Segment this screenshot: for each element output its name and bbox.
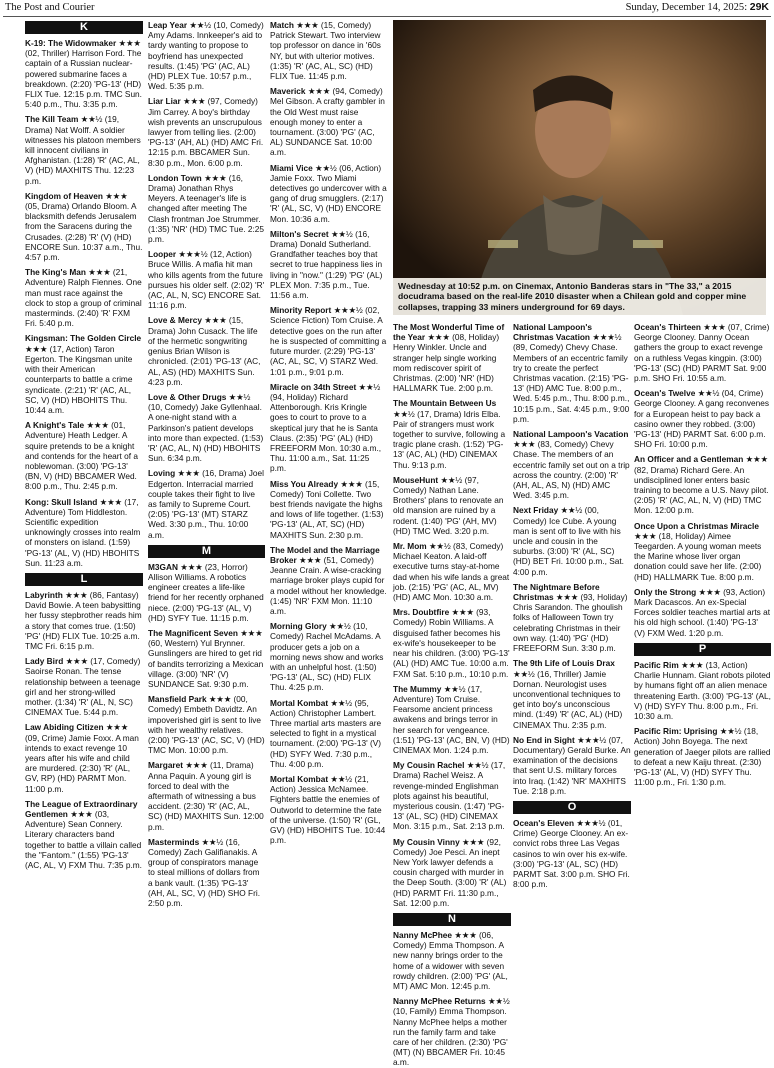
movie-listing — [393, 837, 511, 908]
section-letter-n: N — [393, 913, 511, 926]
movie-listing — [513, 818, 631, 889]
movie-title: Mrs. Doubtfire — [393, 607, 450, 618]
movie-details: ★★½ (10, Comedy) Jake Gyllenhaal. A one-night stand with a Parkinson's patient develops into more than expected. (1:53) 'R' (AC, AL, N) (HD) HBOHITS Sun. 6:34 p.m. — [148, 391, 264, 464]
column-6 — [634, 322, 771, 788]
movie-listing — [634, 388, 771, 449]
movie-details: ★★★ (17, Comedy) Saoirse Ronan. The tense relationship between a teenage girl and her strong-willed mother. (1:34) 'R' (AL, N, SC) CINEMAX Tue. 5:44 p.m. — [25, 656, 141, 718]
movie-details: ★★½ (17, Drama) Idris Elba. Pair of strangers must work together to survive, following a tragic plane crash. (1:52) 'PG-13' (AC, AL) (HD) CINEMAX Thu. 9:13 p.m. — [393, 408, 506, 470]
movie-title: The Mummy — [393, 683, 442, 694]
section-letter-p: P — [634, 643, 771, 656]
movie-details: ★★★ (01, Adventure) Heath Ledger. A squire pretends to be a knight and contends for the heart of a noblewoman. (3:00) 'PG-13' (BN, V) (HD) BBCAMER Wed. 8:00 p.m., Thu. 2:45 p.m. — [25, 420, 139, 492]
movie-listing — [25, 333, 143, 415]
page-header — [3, 2, 771, 17]
movie-details: ★★★ (17, Adventure) Tom Hiddleston. Scientific expedition unknowingly crosses into realm of monsters on island. (1:59) 'PG-13' (AL, V) (HD) HBOHITS Sun. 11:23 a.m. — [25, 496, 141, 568]
column-3 — [270, 20, 387, 846]
section-letter-o: O — [513, 801, 631, 814]
movie-listing — [513, 505, 631, 576]
movie-listing — [148, 837, 265, 908]
movie-listing — [25, 191, 143, 262]
movie-listing — [393, 398, 511, 469]
movie-title: Loving — [148, 468, 176, 479]
movie-details: ★★★½ (89, Comedy) Chevy Chase. Members of an eccentric family try to create the perfect Christmas vacation. (2:15) 'PG-13' (HD) AMC Tue. 8:00 p.m., Wed. 5:45 p.m., Thu. 8:00 p.m., 10:15 p.m., Sat. 4:45 p.m., 9:00 p.m. — [513, 332, 630, 424]
movie-listing — [393, 475, 511, 536]
movie-details: ★★★ (15, Drama) John Cusack. The life of the hermetic songwriting genius Brian Wilson is chronicled. (2:01) 'PG-13' (AC, AL, AS) (HD) MAXHITS Sun. 4:23 p.m. — [148, 315, 261, 387]
movie-listing — [148, 173, 265, 244]
photo-caption: Wednesday at 10:52 p.m. on Cinemax, Antonio Banderas stars in "The 33," a 2015 docudrama based on the real-life 2010 disaster when a Chilean gold and copper mine collapses, trapping 33 miners underground for 69 days. — [393, 278, 766, 316]
movie-details: ★★★ (97, Comedy) Jim Carrey. A boy's birthday wish prevents an unscrupulous lawyer from telling lies. (2:00) 'PG-13' (AH, AL) (HD) AMC Fri. 12:15 p.m. BBCAMER Sun. 8:30 p.m., Mon. 6:00 p.m. — [148, 96, 264, 168]
movie-title: Margaret — [148, 760, 184, 771]
movie-title: Nanny McPhee Returns — [393, 996, 486, 1007]
movie-listing — [513, 429, 631, 500]
movie-details: ★★½ (95, Action) Christopher Lambert. Three martial arts masters are selected to fight in a mystical tournament. (2:00) 'PG-13' (V) (HD) SYFY Wed. 7:30 p.m., Thu. 4:00 p.m. — [270, 697, 382, 769]
movie-listing — [393, 996, 511, 1067]
movie-details: ★★★ (92, Comedy) Joe Pesci. An inept New York lawyer defends a cousin charged with murder in the Deep South. (3:00) 'R' (AL) (HD) PARMT Fri. 11:30 p.m., Sat. 12:00 p.m. — [393, 836, 507, 908]
movie-listing — [148, 562, 265, 623]
movie-title: My Cousin Vinny — [393, 836, 460, 847]
movie-title: The Mountain Between Us — [393, 398, 497, 409]
movie-details: ★★★ (23, Horror) Allison Williams. A robotics engineer creates a life-like friend for her recently orphaned niece. (2:00) 'PG-13' (AL, V) (HD) SYFY Tue. 11:15 p.m. — [148, 561, 264, 623]
movie-details: ★★★ (18, Holiday) Aimee Teegarden. A young woman meets the Marine whose liver organ donation could save her life. (2:00) (HD) HALLMARK Tue. 8:00 p.m. — [634, 530, 762, 582]
movie-title: Liar Liar — [148, 96, 181, 107]
movie-listing — [393, 684, 511, 755]
column-2 — [148, 20, 265, 909]
movie-listing — [634, 587, 771, 638]
movie-title: A Knight's Tale — [25, 420, 85, 431]
movie-title: Kong: Skull Island — [25, 496, 98, 507]
movie-listing — [393, 541, 511, 602]
movie-title: An Officer and a Gentleman — [634, 454, 744, 465]
column-4 — [393, 322, 511, 1068]
movie-details: ★★★ (08, Holiday) Henry Winkler. Uncle and stranger help single working mom rediscover spirit of Christmas. (2:00) 'NR' (HD) HALLMARK Tue. 2:00 p.m. — [393, 332, 500, 394]
movie-details: ★★½ (19, Drama) Nat Wolff. A soldier witnesses his platoon members kill innocent civilians in Afghanistan. (1:28) 'R' (AC, AL, V) (HD) MAXHITS Thu. 12:23 p.m. — [25, 114, 141, 186]
section-letter-m: M — [148, 545, 265, 558]
movie-listing — [270, 545, 387, 616]
movie-details: ★★★ (21, Adventure) Ralph Fiennes. One man must race against the clock to stop a group of criminal masterminds. (2:40) 'R' FXM Fri. 5:40 p.m. — [25, 267, 142, 329]
movie-title: The 9th Life of Louis Drax — [513, 658, 615, 669]
movie-listing — [25, 722, 143, 793]
movie-title: Nanny McPhee — [393, 929, 453, 940]
movie-listing — [634, 454, 771, 515]
movie-title: Leap Year — [148, 20, 188, 30]
movie-title: The Magnificent Seven — [148, 627, 238, 638]
movie-details: ★★½ (04, Crime) George Clooney. A gang reconvenes for a European heist to pay back a casino owner they robbed. (3:00) 'PG-13' (HD) PARMT Sat. 6:00 p.m. SHO Fri. 10:00 p.m. — [634, 388, 769, 450]
movie-title: Next Friday — [513, 505, 559, 516]
movie-listing — [513, 322, 631, 424]
movie-title: Match — [270, 20, 294, 30]
movie-title: Mr. Mom — [393, 541, 427, 552]
movie-listing — [393, 607, 511, 678]
movie-title: The Nightmare Before Christmas — [513, 581, 600, 603]
movie-details: ★★½ (10, Comedy) Amy Adams. Innkeeper's aid to tardy wanting to propose to boyfriend has unexpected results. (1:45) 'PG' (AC, AL) (HD) PLEX Tue. 10:57 p.m., Wed. 5:35 p.m. — [148, 20, 264, 92]
movie-details: ★★★ (82, Drama) Richard Gere. An undisciplined loner enters basic training to become a U.S. Navy pilot. (2:05) 'R' (AC, AL, N, V) (HD) TMC Mon. 12:00 p.m. — [634, 454, 769, 516]
movie-details: ★★½ (83, Comedy) Michael Keaton. A laid-off executive turns stay-at-home dad when his wife lands a great job. (2:15) 'PG' (AC, AL, MV) (HD) AMC Mon. 10:30 a.m. — [393, 541, 510, 603]
movie-title: Miracle on 34th Street — [270, 381, 357, 392]
movie-title: Miami Vice — [270, 162, 313, 173]
movie-listing — [513, 658, 631, 729]
movie-listing — [634, 521, 771, 582]
movie-listing — [634, 726, 771, 787]
movie-title: Ocean's Twelve — [634, 388, 696, 399]
movie-details: ★★½ (16, Drama) Donald Sutherland. Grandfather teaches boy that secret to true happiness lies in living in "now." (1:29) 'PG' (AL) PLEX Mon. 7:35 p.m., Tue. 11:56 a.m. — [270, 228, 383, 301]
movie-details: ★★★ (83, Comedy) Chevy Chase. The members of an eccentric family set out on a trip across the country. (2:00) 'R' (AH, AL, AS, N) (HD) AMC Wed. 3:45 p.m. — [513, 439, 630, 501]
movie-listing — [393, 760, 511, 831]
movie-details: ★★★½ (01, Crime) George Clooney. An ex-convict robs three Las Vegas casinos to win over his ex-wife. (3:00) 'PG-13' (AL, SC) (HD) PARMT Sat. 3:00 p.m. SHO Fri. 8:00 p.m. — [513, 817, 630, 890]
movie-details: ★★★ (51, Comedy) Jeanne Crain. A wise-cracking marriage broker plays cupid for a model without her knowledge. (1:45) 'NR' FXM Mon. 11:10 a.m. — [270, 554, 387, 616]
movie-title: Mortal Kombat — [270, 774, 329, 785]
column-1 — [25, 20, 143, 871]
movie-details: ★★★ (13, Action) Charlie Hunnam. Giant robots piloted by humans fight off an alien menace threatening Earth. (3:00) 'PG-13' (AL, V) (HD) SYFY Thu. 8:00 p.m., Fri. 10:30 a.m. — [634, 659, 771, 721]
movie-details: ★★★ (07, Crime) George Clooney. Danny Ocean gathers the group to exact revenge on a ruthless Vegas kingpin. (3:00) 'PG-13' (SC) (HD) PARMT Sat. 9:00 p.m. SHO Fri. 10:55 a.m. — [634, 322, 770, 384]
movie-details: ★★★½ (02, Science Fiction) Tom Cruise. A detective goes on the run after he is suspected of committing a future murder. (2:29) 'PG-13' (AC, AL, SC, V) STARZ Wed. 1:01 p.m., 9:01 p.m. — [270, 305, 387, 377]
movie-title: MouseHunt — [393, 474, 439, 485]
movie-title: Ocean's Thirteen — [634, 322, 701, 332]
movie-listing — [393, 322, 511, 393]
movie-listing — [270, 698, 387, 769]
movie-title: The Most Wonderful Time of the Year — [393, 322, 505, 343]
movie-listings — [5, 20, 771, 1068]
movie-title: Kingsman: The Golden Circle — [25, 333, 142, 344]
movie-details: ★★★½ (07, Documentary) Gerald Burke. An examination of the decisions that sent U.S. military forces into Iraq. (1:42) 'NR' MAXHITS Tue. 2:18 p.m. — [513, 734, 631, 796]
movie-listing — [634, 660, 771, 721]
movie-listing — [25, 420, 143, 491]
movie-listing — [148, 760, 265, 831]
movie-details: ★★★ (16, Drama) Joel Edgerton. Interracial married couple takes their fight to live as family to Supreme Court. (2:05) 'PG-13' (MT) STARZ Wed. 3:30 p.m., Thu. 10:00 a.m. — [148, 468, 264, 540]
movie-listing — [148, 468, 265, 539]
movie-listing — [393, 930, 511, 991]
movie-details: ★★★½ (12, Action) Bruce Willis. A mafia hit man who kills agents from the future pursues his older self. (2:02) 'R' (AC, AL, N, SC) ENCORE Sat. 11:16 p.m. — [148, 249, 265, 311]
movie-title: Pacific Rim: Uprising — [634, 726, 718, 737]
movie-listing — [270, 20, 387, 81]
movie-listing — [148, 628, 265, 689]
movie-details: ★★½ (00, Comedy) Ice Cube. A young man is sent off to live with his uncle and cousin in the suburbs. (3:00) 'R' (AL, SC) (HD) BET Fri. 10:00 p.m., Sat. 4:00 p.m. — [513, 505, 624, 577]
movie-title: Labyrinth — [25, 589, 63, 600]
movie-listing — [148, 392, 265, 463]
movie-title: Minority Report — [270, 305, 332, 316]
movie-title: Love & Other Drugs — [148, 391, 227, 402]
movie-title: The Model and the Marriage Broker — [270, 544, 380, 565]
movie-title: Looper — [148, 249, 177, 260]
movie-listing — [270, 163, 387, 224]
movie-title: Law Abiding Citizen — [25, 722, 104, 733]
movie-details: ★★★ (60, Western) Yul Brynner. Gunslingers are hired to get rid of bandits terrorizing a Mexican village. (3:00) 'NR' (V) SUNDANCE Sat. 9:30 p.m. — [148, 627, 264, 689]
movie-title: Pacific Rim — [634, 659, 679, 670]
movie-details: ★★½ (06, Action) Jamie Foxx. Two Miami detectives go undercover with a gang of drug smugglers. (2:17) 'R' (AL, SC, V) (HD) ENCORE Mon. 10:36 a.m. — [270, 162, 387, 224]
movie-title: The Kill Team — [25, 114, 79, 125]
movie-title: London Town — [148, 172, 202, 183]
movie-listing — [148, 20, 265, 91]
section-letter-l: L — [25, 573, 143, 586]
movie-title: Ocean's Eleven — [513, 817, 575, 828]
movie-details: ★★½ (21, Action) Jessica McNamee. Fighters battle the enemies of Outworld to determine the fate of the universe. (1:50) 'R' (GL, GV) (HD) HBOHITS Tue. 10:44 p.m. — [270, 774, 386, 846]
movie-details: ★★½ (17, Drama) Rachel Weisz. A revenge-minded Englishman plots against his beautiful, mysterious cousin. (1:47) 'PG-13' (AL, SC) (HD) CINEMAX Mon. 3:15 p.m., Sat. 2:13 p.m. — [393, 760, 506, 832]
movie-details: ★★★ (15, Comedy) Patrick Stewart. Two interview top professor on dance in '60s NY, but with ulterior motives. (1:35) 'R' (AC, AL, SC) (HD) FLIX Tue. 11:45 p.m. — [270, 20, 381, 82]
movie-title: Miss You Already — [270, 478, 339, 489]
movie-details: ★★★ (00, Comedy) Embeth Davidtz. An impoverished girl is sent to live with her wealthy relatives. (2:00) 'PG-13' (AC, SC, V) (HD) TMC Mon. 10:00 p.m. — [148, 694, 265, 756]
column-5 — [513, 322, 631, 890]
movie-listing — [270, 382, 387, 474]
movie-title: Once Upon a Christmas Miracle — [634, 520, 759, 531]
movie-listing — [270, 86, 387, 157]
movie-listing — [148, 315, 265, 386]
movie-listing — [148, 249, 265, 310]
movie-title: The King's Man — [25, 267, 86, 278]
movie-details: ★★½ (94, Holiday) Richard Attenborough. Kris Kringle goes to court to prove to a skeptical jury that he is Santa Claus. (2:35) 'PG' (AL) (HD) FREEFORM Mon. 10:30 a.m., Thu. 11:00 a.m., Sat. 11:25 p.m. — [270, 381, 382, 474]
movie-title: Love & Mercy — [148, 315, 202, 326]
movie-details: ★★★ (16, Drama) Jonathan Rhys Meyers. A teenager's life is changed after meeting The Clash frontman Joe Strummer. (1:35) 'NR' (HD) TMC Tue. 2:25 p.m. — [148, 172, 264, 245]
page-number: 29K — [749, 1, 769, 13]
movie-title: National Lampoon's Christmas Vacation — [513, 322, 592, 343]
movie-details: ★★★ (93, Comedy) Robin Williams. A disguised father becomes his ex-wife's housekeeper to be near his children. (3:00) 'PG-13' (AL) (HD) AMC Tue. 10:00 a.m. FXM Sat. 5:10 p.m., 10:10 p.m. — [393, 607, 510, 679]
movie-title: Kingdom of Heaven — [25, 190, 103, 201]
movie-title: K-19: The Widowmaker — [25, 38, 117, 48]
movie-listing — [148, 694, 265, 755]
movie-title: Mortal Kombat — [270, 697, 329, 708]
movie-title: The League of Extraordinary Gentlemen — [25, 798, 138, 820]
movie-details: ★★½ (10, Family) Emma Thompson. Nanny McPhee helps a mother run the family farm and take care of her children. (2:30) 'PG' (MT) (N) BBCAMER Fri. 10:45 a.m. — [393, 996, 510, 1068]
movie-details: ★★★ (02, Thriller) Harrison Ford. The captain of a Russian nuclear-powered submarine faces a breakdown. (2:20) 'PG-13' (HD) FLIX Tue. 12:15 p.m. TMC Sun. 5:40 p.m., Thu. 3:35 p.m. — [25, 38, 142, 110]
movie-listing — [25, 656, 143, 717]
movie-details: ★★½ (10, Comedy) Rachel McAdams. A producer gets a job on a morning news show and works with an unhelpful host. (1:50) 'PG-13' (AL, SC) (HD) FLIX Thu. 4:25 p.m. — [270, 621, 384, 693]
publication-name: The Post and Courier — [5, 2, 95, 13]
movie-details: ★★★ (17, Action) Taron Egerton. The Kingsman unite with their American counterparts to battle a crime syndicate. (2:21) 'R' (AC, AL, SC, V) (HD) HBOHITS Thu. 10:44 a.m. — [25, 343, 133, 415]
movie-title: M3GAN — [148, 561, 178, 572]
movie-listing — [270, 305, 387, 376]
feature-photo — [393, 20, 766, 315]
movie-listing — [25, 38, 143, 109]
movie-title: Only the Strong — [634, 586, 697, 597]
movie-listing — [270, 479, 387, 540]
movie-title: My Cousin Rachel — [393, 760, 465, 771]
movie-title: Maverick — [270, 86, 306, 97]
date-line: Sunday, December 14, 2025: 29K — [625, 1, 769, 13]
movie-listing — [148, 96, 265, 167]
movie-title: No End in Sight — [513, 734, 575, 745]
movie-title: Lady Bird — [25, 656, 64, 667]
movie-title: Morning Glory — [270, 621, 327, 632]
movie-title: Mansfield Park — [148, 694, 207, 705]
movie-details: ★★½ (97, Comedy) Nathan Lane. Brothers' plans to renovate an old mansion are ruined by a rodent. (1:40) 'PG' (AH, MV) (HD) TMC Wed. 3:20 p.m. — [393, 474, 504, 536]
movie-title: National Lampoon's Vacation — [513, 429, 629, 440]
movie-listing — [270, 774, 387, 845]
movie-details: ★★★ (93, Action) Mark Dacascos. An ex-Special Forces soldier teaches martial arts at his old high school. (1:40) 'PG-13' (V) FXM Wed. 1:20 p.m. — [634, 586, 771, 638]
movie-details: ★★★ (09, Crime) Jamie Foxx. A man intends to exact revenge 10 years after his wife and child are murdered. (2:30) 'R' (AL, GV, RP) (HD) PARMT Mon. 11:00 p.m. — [25, 722, 139, 794]
movie-details: ★★½ (18, Action) John Boyega. The next generation of Jaeger pilots are rallied to defeat a new Kaiju threat. (2:30) 'PG-13' (AL, V) (HD) SYFY Thu. 11:00 p.m., Fri. 1:30 p.m. — [634, 726, 771, 788]
section-letter-k: K — [25, 21, 143, 34]
movie-title: Masterminds — [148, 836, 200, 847]
movie-details: ★★★ (94, Comedy) Mel Gibson. A crafty gambler in the Old West must raise enough money to enter a tournament. (3:00) 'PG' (AC, AL) SUNDANCE Sat. 10:00 a.m. — [270, 86, 385, 158]
movie-details: ★★★ (15, Comedy) Toni Collette. Two best friends navigate the highs and lows of life together. (1:53) 'PG-13' (AL, AT, SC) (HD) MAXHITS Sun. 2:30 p.m. — [270, 478, 384, 540]
movie-listing — [634, 322, 771, 383]
movie-listing — [25, 267, 143, 328]
movie-listing — [25, 799, 143, 870]
movie-listing — [513, 582, 631, 653]
movie-listing — [270, 229, 387, 300]
movie-details: ★★½ (16, Thriller) Jamie Dornan. Neurologist uses unconventional techniques to get into boy's unconscious mind. (1:49) 'R' (AC, AL) (HD) CINEMAX Thu. 2:35 p.m. — [513, 668, 623, 730]
movie-details: ★★★ (06, Comedy) Emma Thompson. A new nanny brings order to the home of a widower with seven rowdy children. (2:00) 'PG' (AL, MT) AMC Mon. 12:45 p.m. — [393, 929, 508, 991]
movie-listing — [25, 590, 143, 651]
movie-title: Milton's Secret — [270, 228, 329, 239]
movie-listing — [25, 114, 143, 185]
movie-details: ★★★ (11, Drama) Anna Paquin. A young girl is forced to deal with the aftermath of witnessing a bus accident. (2:30) 'R' (AC, AL, SC) (HD) MAXHITS Sun. 12:00 p.m. — [148, 760, 264, 832]
miner-photo-illustration — [393, 20, 766, 315]
movie-listing — [25, 497, 143, 568]
movie-details: ★★★ (05, Drama) Orlando Bloom. A blacksmith defends Jerusalem from the Saracens during the Crusades. (2:28) 'R' (V) (HD) ENCORE Sun. 10:37 a.m., Thu. 4:57 p.m. — [25, 190, 143, 263]
movie-listing — [270, 621, 387, 692]
movie-listing — [513, 735, 631, 796]
movie-details: ★★★ (03, Adventure) Sean Connery. Literary characters band together to battle a villain called the "Fantom." (1:55) 'PG-13' (AC, AL, V) FXM Thu. 7:35 p.m. — [25, 809, 142, 871]
movie-details: ★★½ (17, Adventure) Tom Cruise. Fearsome ancient princess awakens and brings terror in her search for vengeance. (1:51) 'PG-13' (AC, BN, V) (HD) CINEMAX Mon. 1:24 p.m. — [393, 683, 510, 755]
movie-details: ★★½ (16, Comedy) Zach Galifianakis. A group of conspirators manage to steal millions of dollars from a bank vault. (1:35) 'PG-13' (AH, AL, SC, V) (HD) SHO Fri. 2:50 p.m. — [148, 836, 261, 909]
movie-details: ★★★ (86, Fantasy) David Bowie. A teen babysitting her fussy stepbrother reads him a story that comes true. (1:50) 'PG' (HD) FLIX Tue. 10:25 a.m. TMC Fri. 6:15 p.m. — [25, 589, 142, 651]
movie-details: ★★★ (93, Holiday) Chris Sarandon. The ghoulish folks of Halloween Town try celebrating Christmas in their own way. (1:40) 'PG' (HD) FREEFORM Sun. 3:30 p.m. — [513, 592, 628, 654]
